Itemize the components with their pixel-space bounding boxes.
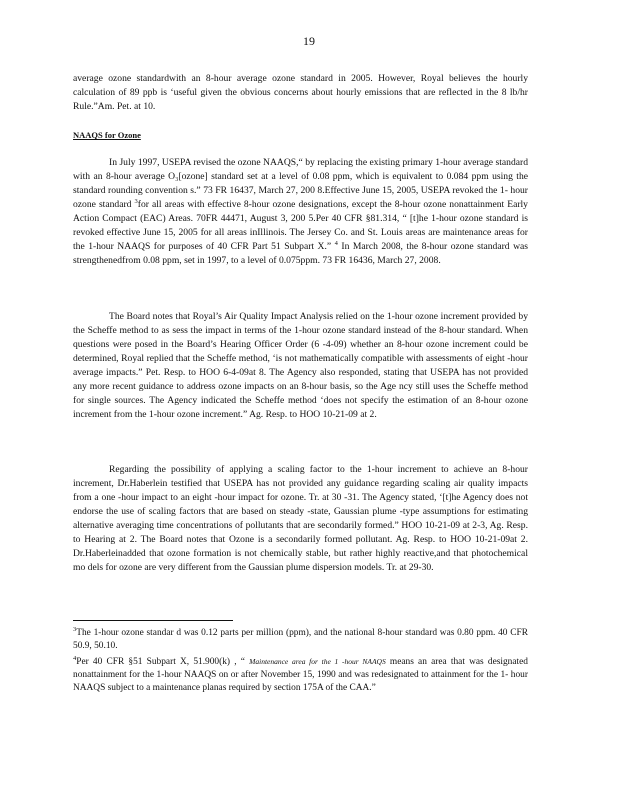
paragraph-3-text: Regarding the possibility of applying a scaling factor to the 1-hour increment to achieve an 8-hour increment, Dr.Haberlein testified that USEPA has not provided any guidance regarding scaling air quality impacts from a one -hour impact to an eight -hour impact for ozone. Tr. at 30 -31. The Agency stated, ‘[t]he Agency does not endorse the use of scaling factors that are based on steady -state, Gaussian plume -type assumptions for estimating alternative averaging time concentrations of pollutants that are secondarily formed.” HOO 10-21-09 at 2-3, Ag. Resp. to Hearing at 2. The Board notes that Ozone is a secondarily formed pollutant. Ag. Resp. to HOO 10-21-09at 2. Dr.Haberleinadded that ozone formation is not chemically stable, but rather highly reactive,and that photochemical mo dels for ozone are very different from the Gaussian plume dispersion models. Tr. at 29-30. <box>73 464 528 573</box>
paragraph-2-text: The Board notes that Royal’s Air Quality Impact Analysis relied on the 1-hour ozone increment provided by the Scheffe method to as sess the impact in terms of the 1-hour ozone standard instead of the 8-hour standard. When questions were posed in the Board’s Hearing Officer Order (6 -4-09) whether an 8-hour ozone increment could be determined, Royal replied that the Scheffe method, ‘is not mathematically compatible with assessments of eight -hour average impacts.” Pet. Resp. to HOO 6-4-09at 8. The Agency also responded, stating that USEPA has not provided any more recent guidance to address ozone impacts on an 8-hour basis, so the Age ncy still uses the Scheffe method for single sources. The Agency indicated the Scheffe method ‘does not specify the estimation of an 8-hour ozone increment from the 1-hour ozone increment.” Ag. Resp. to HOO 10-21-09 at 2. <box>73 311 528 420</box>
carryover-paragraph: average ozone standardwith an 8-hour average ozone standard in 2005. However, Royal believes the hourly calculation of 89 ppb is ‘useful given the obvious concerns about hourly emissions that are reflected in the 8 lb/hr Rule.”Am. Pet. at 10. <box>73 73 528 112</box>
paragraph-1 <box>73 156 528 268</box>
paragraph-2 <box>73 310 528 422</box>
footnote-ref-4: 4 <box>334 239 338 247</box>
paragraph-1-text-a: In July 1997, USEPA revised the ozone NAAQS,“ by replacing the existing primary 1-hour average standard with an 8-hour average O₃[ozone] standard set at a level of 0.08 ppm, which is equivalent to 0.084 ppm using the standard rounding convention s.” 73 FR 16437, March 27, 200 8.Effective June 15, 2005, USEPA revoked the 1- hour ozone standard <box>73 157 528 210</box>
footnote-ref-3: 3 <box>134 197 138 205</box>
paragraph-1-text-c: In March 2008, the 8-hour ozone standard was strengthenedfrom 0.08 ppm, set in 1997, to a level of 0.075ppm. 73 FR 16436, March 27, 2008. <box>73 241 528 266</box>
footnote-3-mark: 3 <box>73 625 77 633</box>
footnote-4-text-a: Per 40 CFR §51 Subpart X, 51.900(k) , “ <box>76 657 250 667</box>
paragraph-1-text-b: for all areas with effective 8-hour ozone designations, except the 8-hour ozone nonattainment Early Action Compact (EAC) Areas. 70FR 44471, August 3, 200 5.Per 40 CFR §81.314, “ [t]he 1-hour ozone standard is revoked effective June 15, 2005 for all areas inIllinois. The Jersey Co. and St. Louis areas are maintenance areas for the 1-hour NAAQS for purposes of 40 CFR Part 51 Subpart X.” <box>73 199 528 252</box>
footnote-4 <box>73 655 528 695</box>
footnote-4-italic-term: Maintenance area for the 1 -hour NAAQS <box>249 657 386 666</box>
page-number: 19 <box>303 34 315 48</box>
footnote-3 <box>73 627 528 653</box>
footnote-3-text: The 1-hour ozone standar d was 0.12 parts per million (ppm), and the national 8-hour standard was 0.80 ppm. 40 CFR 50.9, 50.10. <box>73 628 528 651</box>
paragraph-3 <box>73 463 528 575</box>
footnote-4-mark: 4 <box>73 654 77 662</box>
footnote-4-text-b: means an area that was designated nonattainment for the 1-hour NAAQS on or after November 15, 1990 and was redesignated to attainment for the 1- hour NAAQS subject to a maintenance planas required by section 175A of the CAA.” <box>73 657 528 693</box>
footnote-separator <box>73 620 233 621</box>
section-heading: NAAQS for Ozone <box>73 130 141 140</box>
